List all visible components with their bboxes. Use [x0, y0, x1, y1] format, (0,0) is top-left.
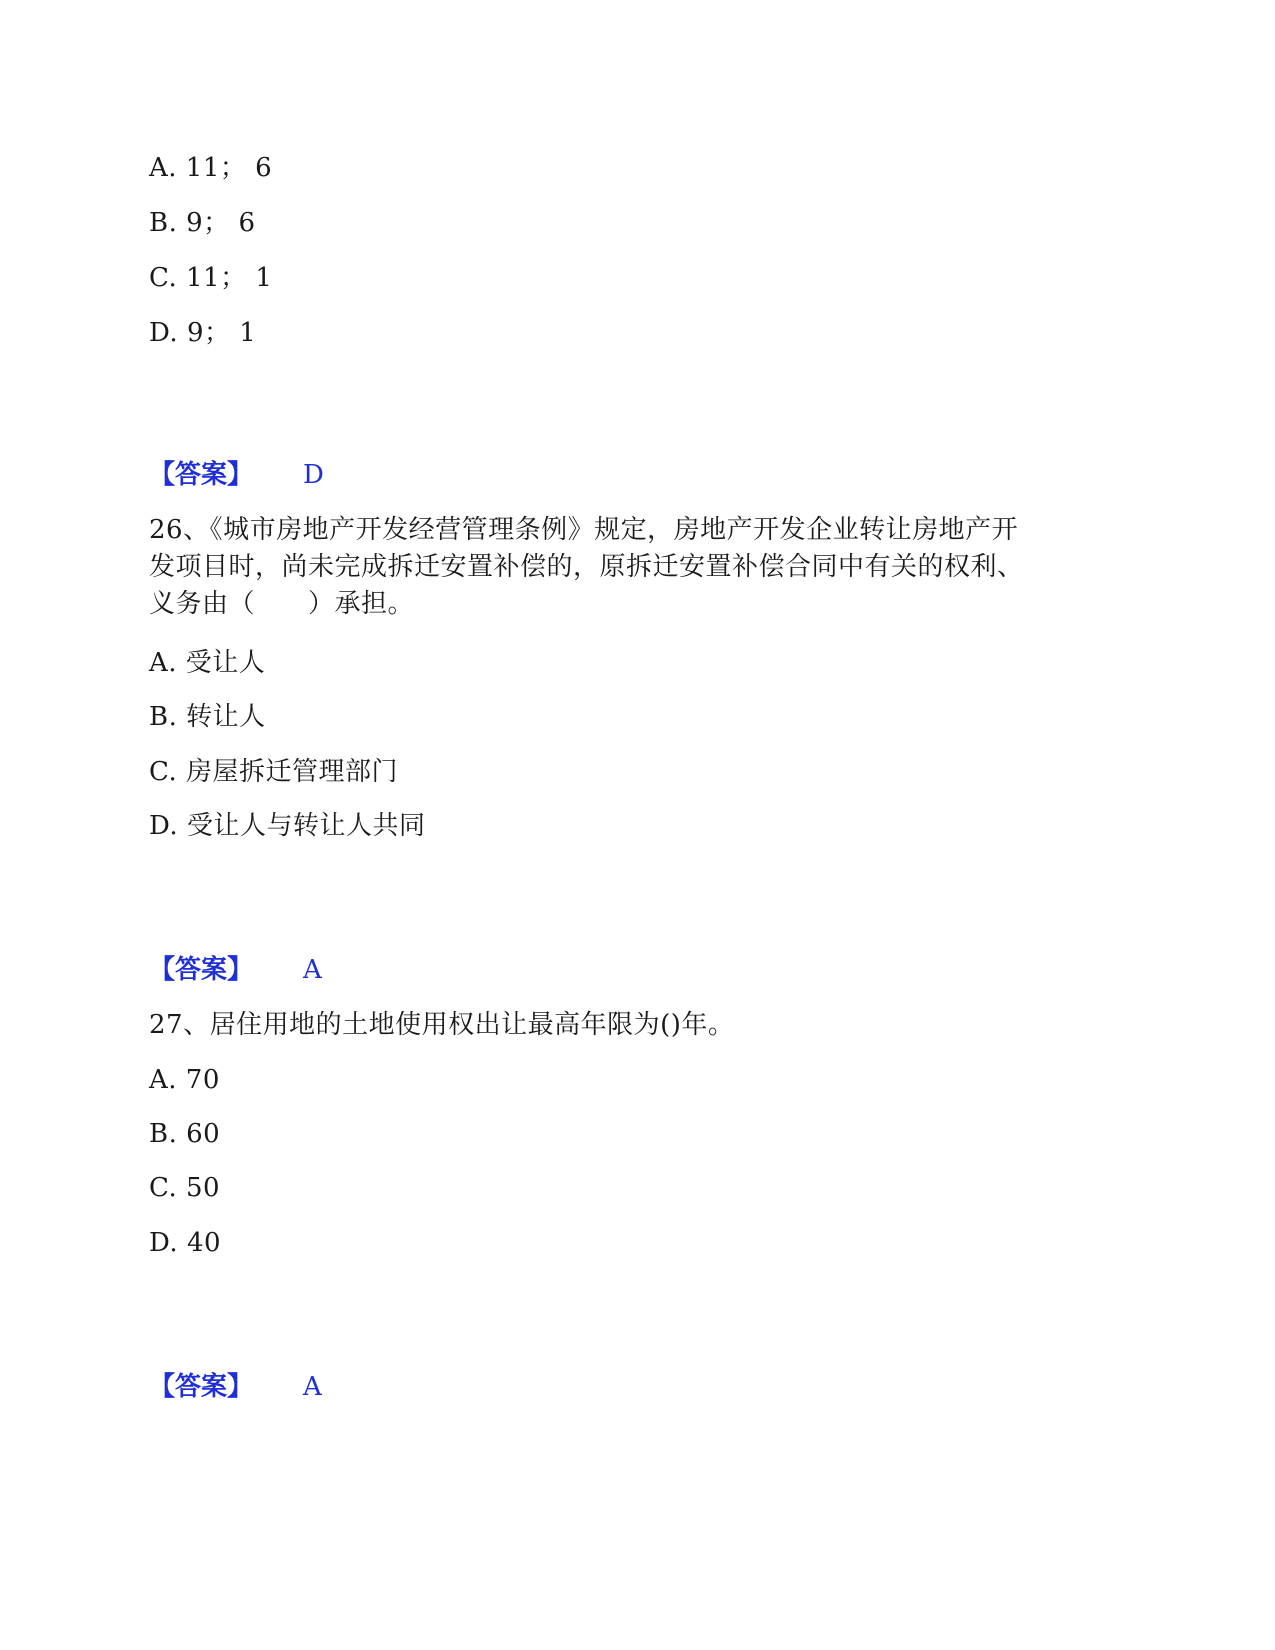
answer-label: 【答案】 — [149, 1372, 254, 1402]
q25-option-a: A. 11； 6 — [149, 153, 273, 183]
q25-option-c: C. 11； 1 — [149, 263, 273, 293]
q26-option-b: B. 转让人 — [149, 702, 266, 732]
q26-stem-line-1: 26、《城市房地产开发经营管理条例》规定，房地产开发企业转让房地产开 — [149, 515, 1019, 545]
q27-option-d: D. 40 — [149, 1228, 222, 1258]
answer-label: 【答案】 — [149, 955, 254, 985]
q25-option-b: B. 9； 6 — [149, 208, 256, 238]
answer-label: 【答案】 — [149, 460, 254, 490]
q26-answer — [149, 950, 322, 990]
q26-stem-line-3: 义务由（ ）承担。 — [149, 589, 415, 619]
q25-option-d: D. 9； 1 — [149, 318, 257, 348]
q27-stem: 27、居住用地的土地使用权出让最高年限为()年。 — [149, 1010, 735, 1040]
q26-option-d: D. 受让人与转让人共同 — [149, 811, 426, 841]
q27-option-c: C. 50 — [149, 1173, 221, 1203]
q25-answer — [149, 455, 324, 495]
q27-answer — [149, 1367, 322, 1407]
q27-option-a: A. 70 — [149, 1065, 220, 1095]
q27-option-b: B. 60 — [149, 1119, 221, 1149]
answer-value: D — [303, 460, 324, 490]
q26-option-a: A. 受让人 — [149, 648, 266, 678]
q26-option-c: C. 房屋拆迁管理部门 — [149, 757, 398, 787]
answer-value: A — [303, 1372, 322, 1402]
answer-value: A — [303, 955, 322, 985]
q26-stem-line-2: 发项目时，尚未完成拆迁安置补偿的，原拆迁安置补偿合同中有关的权利、 — [149, 552, 1024, 582]
